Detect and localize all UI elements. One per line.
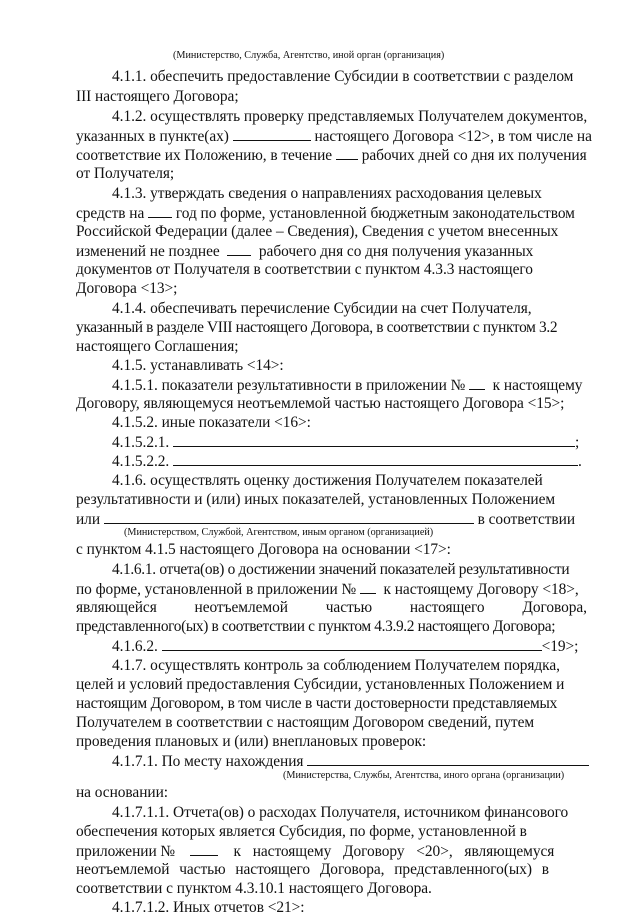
paragraph-4-1-7-line: 4.1.7. осуществлять контроль за соблюдением Получателем порядка,	[112, 657, 560, 674]
paragraph-4-1-7-line: на основании:	[76, 784, 168, 801]
paragraph-4-1-5-line: 4.1.5.2. иные показатели <16>:	[112, 414, 311, 431]
paragraph-4-1-7-line: соответствии с пунктом 4.3.10.1 настоящего Договора.	[76, 880, 432, 897]
paragraph-4-1-4-line: указанный в разделе VIII настоящего Договора, в соответствии с пунктом 3.2	[76, 319, 558, 336]
blank-field	[148, 204, 172, 218]
paragraph-4-1-7-line: неотъемлемой частью настоящего Договора, представленного(ых) в	[76, 861, 549, 878]
paragraph-4-1-3-line: Договора <13>;	[76, 280, 178, 297]
paragraph-4-1-7-line: целей и условий предоставления Субсидии, установленных Положением и	[76, 676, 565, 693]
paragraph-4-1-6-line: 4.1.6.2. <19>;	[112, 638, 579, 655]
paragraph-4-1-2-line: от Получателя;	[76, 165, 175, 182]
paragraph-4-1-2-line: соответствие их Положению, в течение рабочих дней со дня их получения	[76, 147, 587, 164]
paragraph-4-1-7-line: 4.1.7.1.2. Иных отчетов <21>:	[112, 899, 305, 916]
paragraph-4-1-5-line: 4.1.5.2.2. .	[112, 453, 582, 470]
paragraph-4-1-7-line: 4.1.7.1.1. Отчета(ов) о расходах Получателя, источником финансового	[112, 804, 569, 821]
paragraph-4-1-6-line: по форме, установленной в приложении № к настоящему Договору <18>,	[76, 581, 579, 598]
paragraph-4-1-3-line: документов от Получателя в соответствии с пунктом 4.3.3 настоящего	[76, 261, 533, 278]
paragraph-4-1-7-line: обеспечения которых является Субсидия, по форме, установленной в	[76, 823, 527, 840]
paragraph-4-1-7-line: приложении № к настоящему Договору <20>, являющемуся	[76, 843, 555, 860]
paragraph-4-1-7-line: 4.1.7.1. По месту нахождения	[112, 752, 589, 771]
paragraph-4-1-5-line: 4.1.5.2.1. ;	[112, 434, 580, 451]
blank-field	[104, 510, 474, 524]
blank-field	[227, 242, 251, 256]
paragraph-4-1-7-line: настоящим Договором, в том числе в части достоверности представляемых	[76, 695, 558, 712]
paragraph-4-1-6-line: 4.1.6. осуществлять оценку достижения Получателем показателей	[112, 472, 543, 489]
paragraph-4-1-6-line: или в соответствии	[76, 511, 576, 528]
paragraph-4-1-1-line: 4.1.1. обеспечить предоставление Субсидии в соответствии с разделом	[112, 68, 574, 85]
blank-field	[162, 637, 542, 651]
caption-authority-genitive: (Министерства, Службы, Агентства, иного органа (организации)	[283, 770, 565, 781]
paragraph-4-1-1-line: III настоящего Договора;	[76, 88, 239, 105]
paragraph-4-1-6-line: результативности и (или) иных показателей, установленных Положением	[76, 491, 556, 508]
caption-authority-top: (Министерство, Служба, Агентство, иной орган (организация)	[173, 50, 445, 61]
paragraph-4-1-4-line: 4.1.4. обеспечивать перечисление Субсидии на счет Получателя,	[112, 300, 532, 317]
paragraph-4-1-6-line: являющейся неотъемлемой частью настоящего Договора,	[76, 599, 587, 616]
paragraph-4-1-2-line: указанных в пункте(ах) настоящего Договора <12>, в том числе на	[76, 128, 592, 145]
paragraph-4-1-2-line: 4.1.2. осуществлять проверку представляемых Получателем документов,	[112, 108, 588, 125]
paragraph-4-1-7-line: Получателем в соответствии с настоящим Договором сведений, путем	[76, 714, 535, 731]
paragraph-4-1-6-line: 4.1.6.1. отчета(ов) о достижении значений показателей результативности	[112, 561, 570, 578]
blank-field	[173, 433, 575, 447]
paragraph-4-1-3-line: 4.1.3. утверждать сведения о направлениях расходования целевых	[112, 185, 542, 202]
blank-field	[307, 752, 589, 766]
paragraph-4-1-5-line: 4.1.5. устанавливать <14>:	[112, 357, 284, 374]
blank-field	[336, 146, 358, 160]
paragraph-4-1-5-line: 4.1.5.1. показатели результативности в приложении № к настоящему	[112, 377, 583, 394]
paragraph-4-1-3-line: изменений не позднее рабочего дня со дня получения указанных	[76, 243, 534, 260]
paragraph-4-1-3-line: средств на год по форме, установленной бюджетным законодательством	[76, 205, 575, 222]
paragraph-4-1-6-line: с пунктом 4.1.5 настоящего Договора на основании <17>:	[76, 541, 451, 558]
paragraph-4-1-3-line: Российской Федерации (далее – Сведения), Сведения с учетом внесенных	[76, 223, 559, 240]
blank-field	[173, 452, 578, 466]
blank-field	[469, 376, 485, 390]
caption-authority-instrumental: (Министерством, Службой, Агентством, иным органом (организацией)	[124, 527, 434, 538]
paragraph-4-1-5-line: Договору, являющемуся неотъемлемой частью настоящего Договора <15>;	[76, 395, 565, 412]
blank-field	[233, 127, 311, 141]
blank-field	[360, 580, 376, 594]
paragraph-4-1-4-line: настоящего Соглашения;	[76, 338, 239, 355]
blank-field	[190, 842, 218, 856]
paragraph-4-1-6-line: представленного(ых) в соответствии с пунктом 4.3.9.2 настоящего Договора;	[76, 618, 556, 635]
paragraph-4-1-7-line: проведения плановых и (или) внеплановых проверок:	[76, 733, 427, 750]
